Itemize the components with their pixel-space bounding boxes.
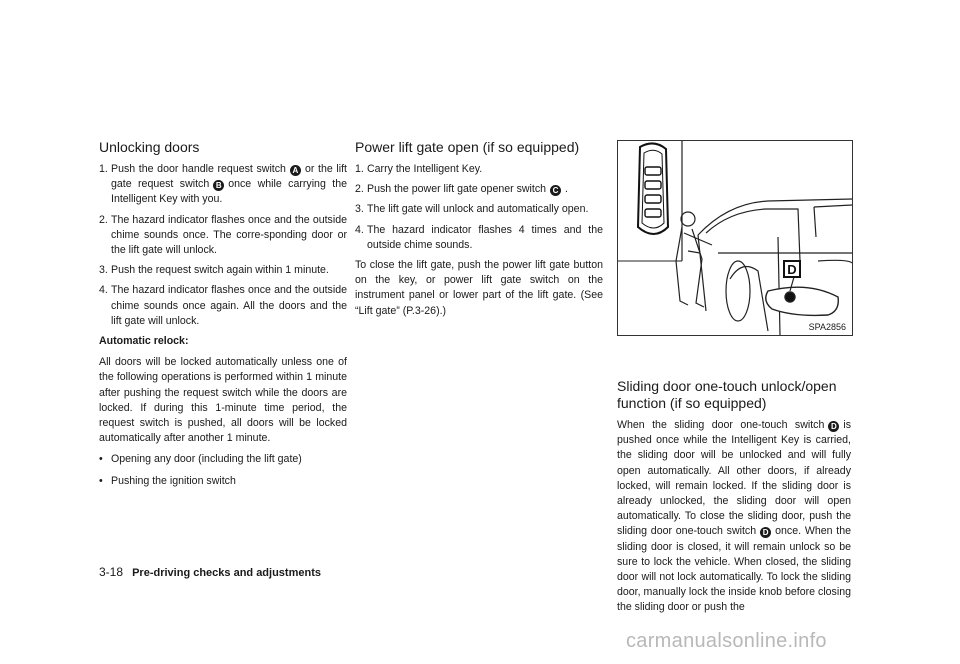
heading-unlocking-doors: Unlocking doors [99,139,200,155]
list-item: 2. Push the power lift gate opener switch C . [355,183,568,196]
list-item: 1. Carry the Intelligent Key. [355,163,483,175]
page-number: 3-18 [99,565,124,579]
list-item: 4. The hazard indicator flashes 4 times and the outside chime sounds. [355,223,603,251]
list-item: 2. The hazard indicator flashes once and the outside chime sounds once. The corre-sponding door or the lift gate will unlock. [99,213,347,257]
sliding-door-text: When the sliding door one-touch switch D is pushed once while the Intelligent Key is carried, the sliding door will be unlocked and will fully open automatically. All other doors, if already locked, will remain locked. If the sliding door is already unlocked, the sliding door will open automatically. To close the sliding door, push the sliding door one-touch switch D once. When the sliding door is closed, it will remain unlock so be sure to lock the vehicle. When closed, the sliding door will not lock automatically. To lock the sliding door, manually lock the inside knob before closing the sliding door or push the [617,419,851,614]
callout-a-icon: A [290,165,301,176]
figure-sliding-door-switch [617,140,853,336]
page-footer [99,565,321,579]
automatic-relock-text: All doors will be locked automatically unless one of the following operations is performed within 1 minute after pushing the request switch while the doors are locked. If during this 1-minute time period, the request switch is pushed, all doors will be locked automatically after another 1 minute. [99,356,347,445]
heading-sliding-door: Sliding door one-touch unlock/open function (if so equipped) [617,378,837,411]
callout-d-icon: D [760,527,771,538]
intelligent-key-icon [638,143,668,234]
column-power-lift-gate [355,138,603,325]
list-item: • Opening any door (including the lift gate) [99,452,347,467]
column-unlocking-doors [99,138,347,495]
list-item: • Pushing the ignition switch [99,474,347,489]
figure-code: SPA2856 [808,322,846,332]
door-handle-detail [766,277,839,315]
list-item: 3. The lift gate will unlock and automatically open. [355,203,589,216]
column-sliding-door [617,378,851,622]
list-item: 4. The hazard indicator flashes once and the outside chime sounds once again. All the doors and the lift gate will unlock. [99,284,347,327]
section-title: Pre-driving checks and adjustments [132,567,321,579]
heading-power-lift-gate: Power lift gate open (if so equipped) [355,139,580,155]
watermark: carmanualsonline.info [626,630,827,652]
relock-bullets [99,452,347,488]
callout-b-icon: B [213,180,224,191]
svg-text:D: D [787,262,797,277]
unlocking-steps [99,162,347,329]
list-item: 1. Push the door handle request switch A or the lift gate request switch B once while carrying the Intelligent Key with you. [99,163,347,206]
callout-d-icon: D [828,421,839,432]
close-lift-gate-text: To close the lift gate, push the power lift gate button on the key, or power lift gate switch on the instrument panel or lower part of the lift gate. (See “Lift gate” (P.3-26).) [355,259,603,317]
callout-d-icon [784,261,800,277]
automatic-relock-heading: Automatic relock: [99,335,189,348]
callout-c-icon: C [550,185,561,196]
illustration-car-door [618,141,852,335]
list-item: 3. Push the request switch again within 1 minute. [99,264,329,277]
lift-gate-steps [355,162,603,253]
